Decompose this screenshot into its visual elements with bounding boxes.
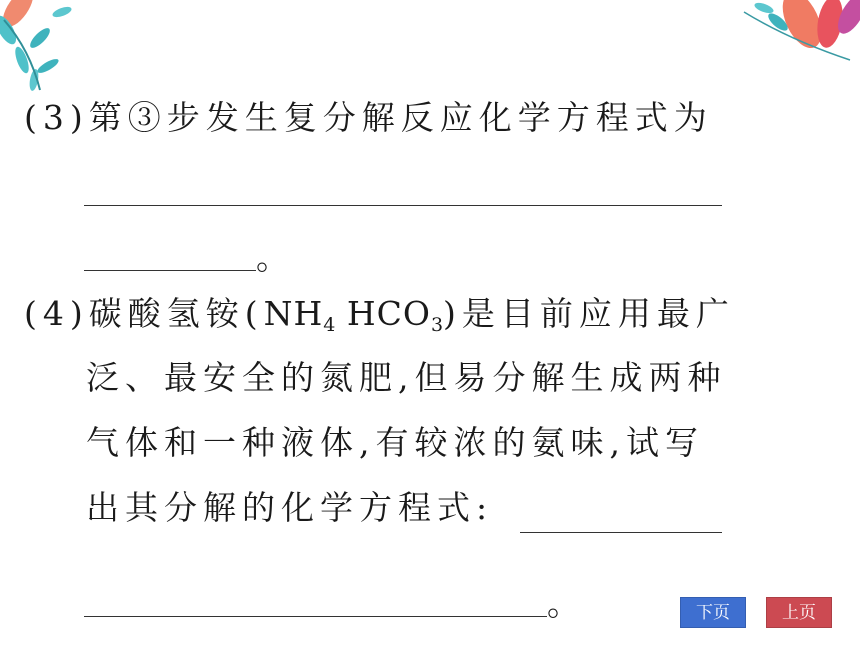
q4-end-mark: 。 bbox=[547, 584, 586, 623]
question-3-label: (3) bbox=[24, 98, 89, 137]
previous-page-button[interactable]: 上页 bbox=[766, 597, 832, 628]
question-4-line1 bbox=[24, 294, 735, 345]
next-page-button[interactable]: 下页 bbox=[680, 597, 746, 628]
question-4-label: (4) bbox=[24, 294, 89, 333]
floral-decoration-icon bbox=[0, 0, 90, 95]
question-4-line3: 气体和一种液体,有较浓的氨味,试写 bbox=[86, 423, 704, 462]
floral-decoration-icon bbox=[730, 0, 860, 70]
question-4-line2: 泛、最安全的氮肥,但易分解生成两种 bbox=[86, 358, 727, 397]
answer-blank-q4-line1[interactable] bbox=[520, 532, 722, 533]
question-4-text-b: )是目前应用最广 bbox=[443, 294, 735, 333]
answer-blank-q3-line1[interactable] bbox=[84, 205, 722, 206]
chemical-formula: $NH_4$ $HCO_3$ bbox=[263, 294, 444, 336]
answer-blank-q4-line2[interactable] bbox=[84, 616, 547, 617]
answer-blank-q3-line2[interactable] bbox=[84, 270, 256, 271]
question-3-text: 第③步发生复分解反应化学方程式为 bbox=[88, 98, 713, 137]
question-4-text-a: 碳酸氢铵( bbox=[88, 294, 264, 333]
question-3-line bbox=[24, 98, 713, 138]
q3-end-mark: 。 bbox=[256, 238, 295, 277]
question-4-line4: 出其分解的化学方程式: bbox=[86, 488, 494, 527]
